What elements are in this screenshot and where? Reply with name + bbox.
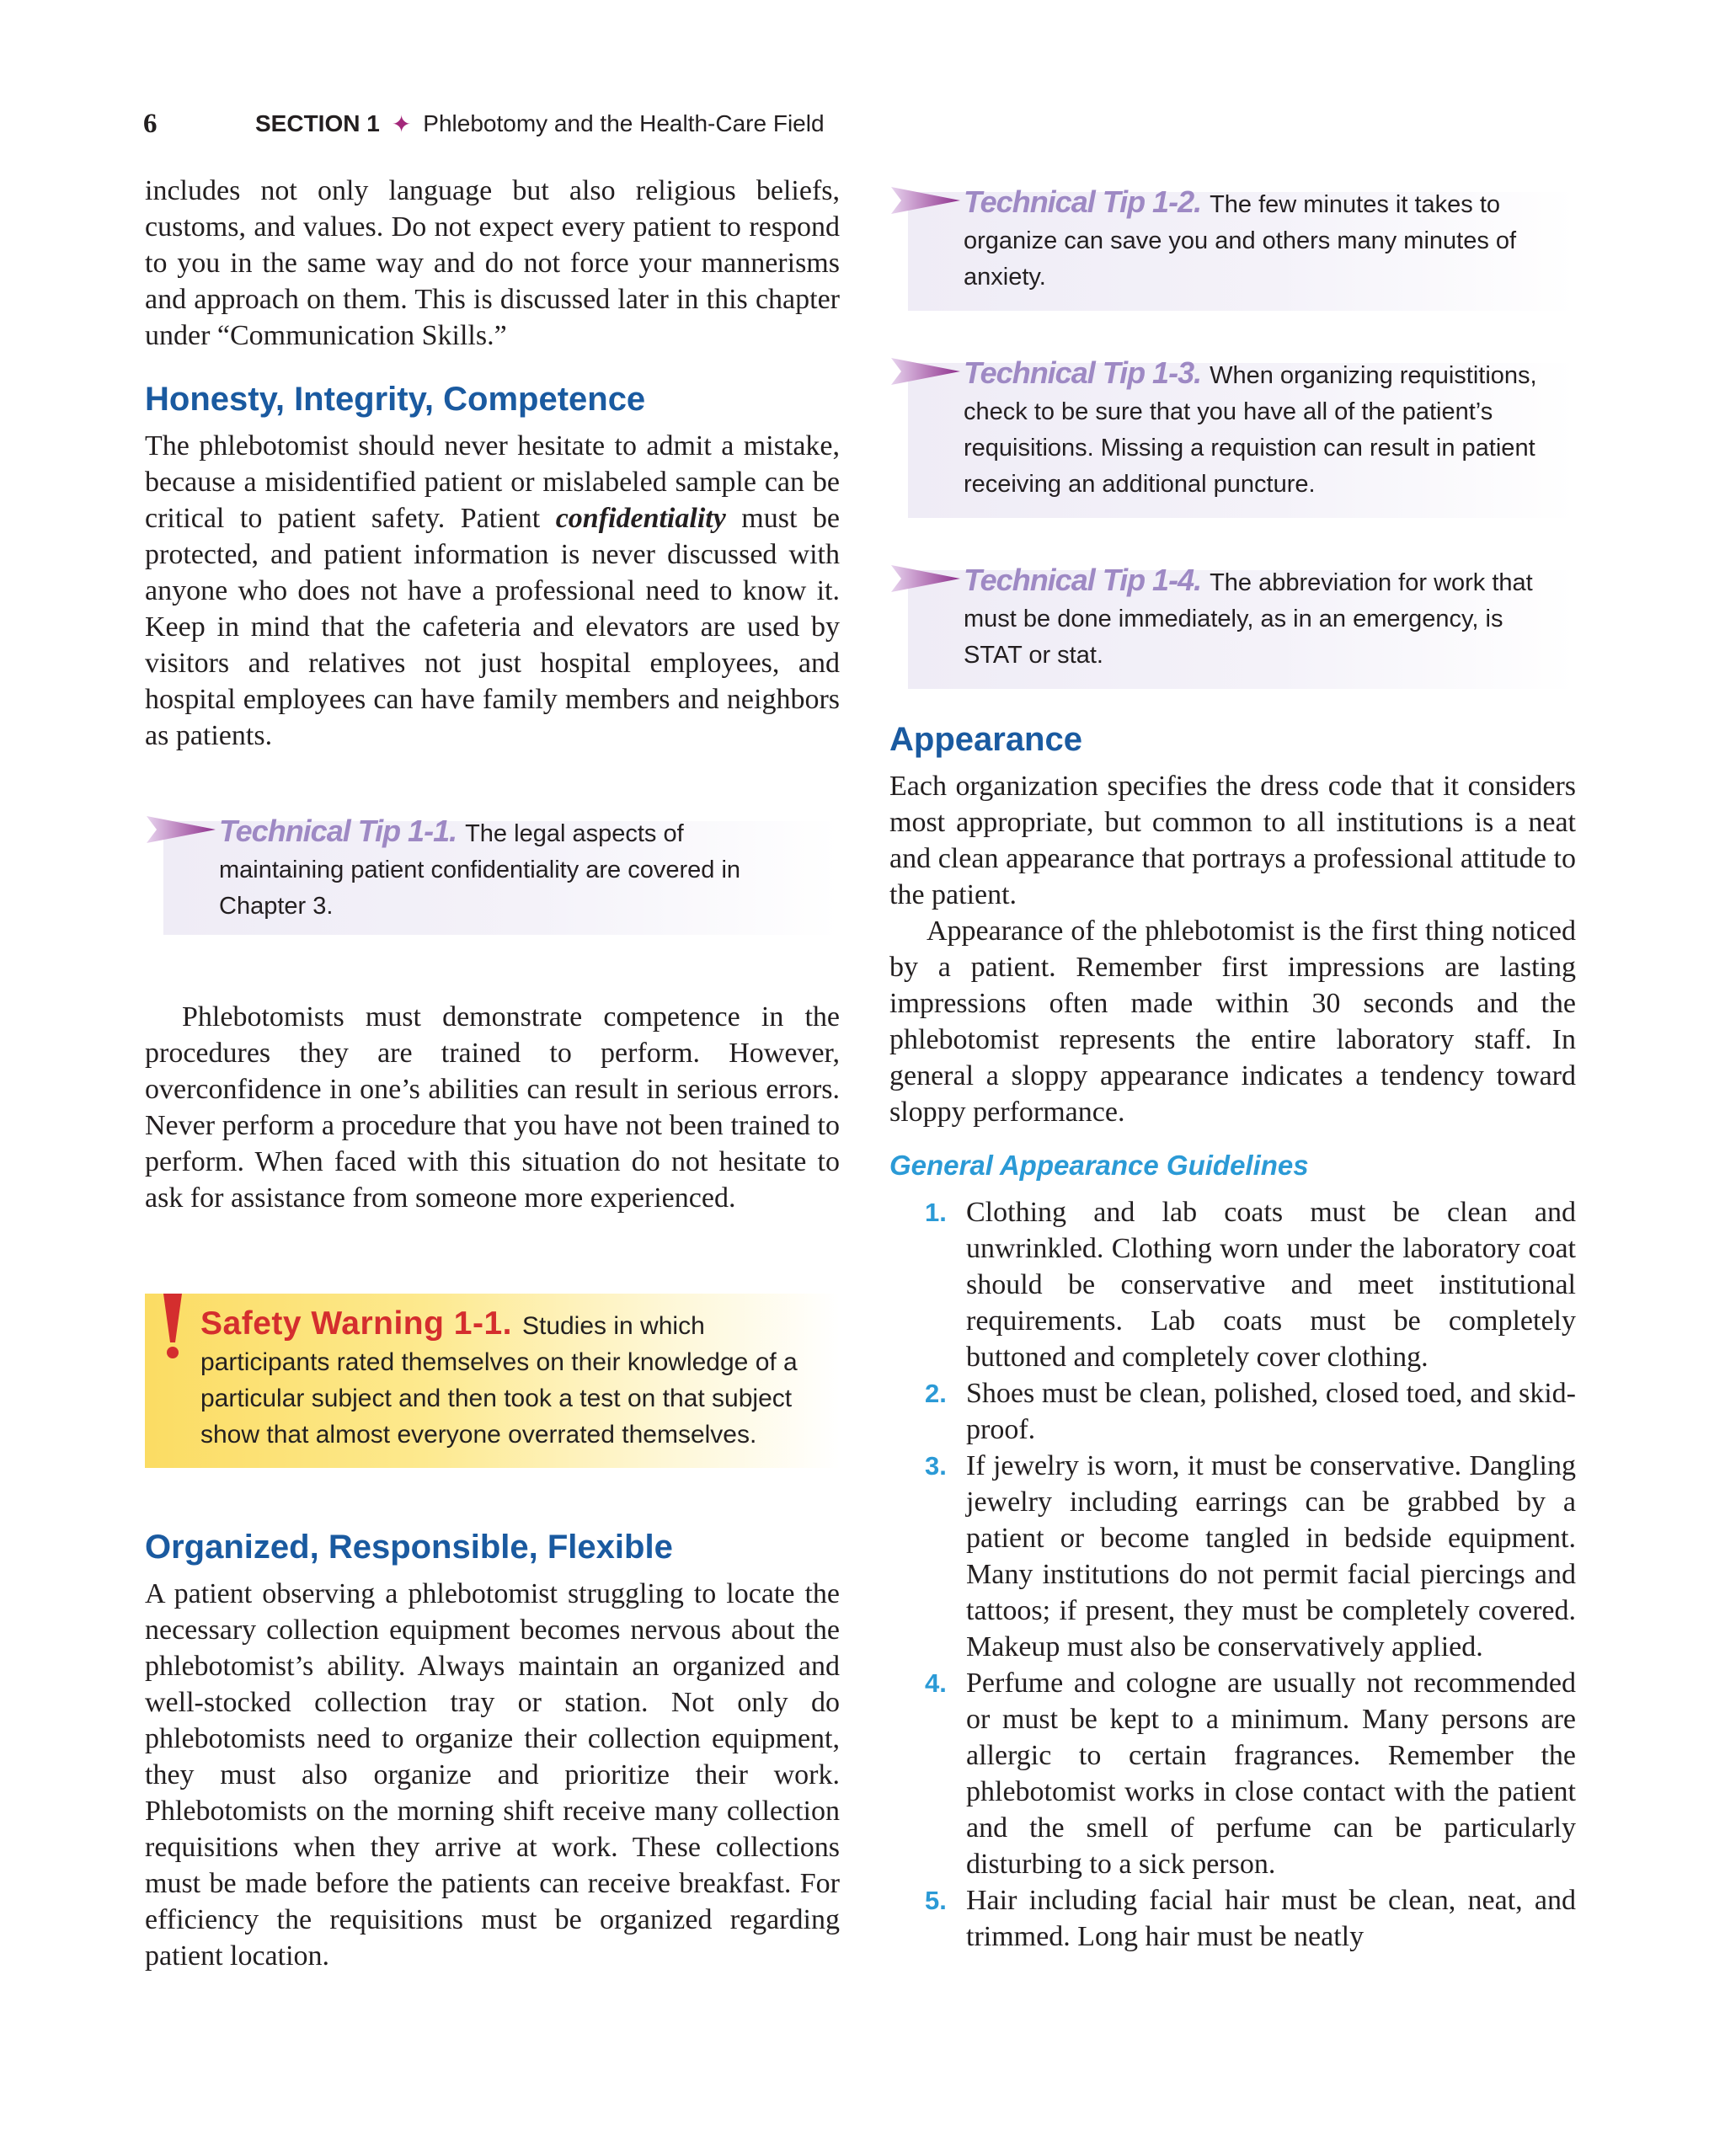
list-item: 2. Shoes must be clean, polished, closed toed, and skid-proof.	[925, 1378, 1576, 1445]
term-confidentiality: confidentiality	[555, 503, 726, 534]
running-header	[143, 103, 825, 145]
tip-text: When organizing requistitions, check to be sure that you have all of the patient’s requisitions. Missing a requistion can result in patient receiving an additional puncture.	[964, 362, 1537, 498]
technical-tip-1-2	[889, 184, 1576, 311]
left-column	[145, 173, 840, 1974]
subheading-guidelines: General Appearance Guidelines	[889, 1150, 1309, 1181]
warning-label: Safety Warning 1-1.	[200, 1305, 512, 1342]
tip-label: Technical Tip 1-1.	[219, 814, 457, 848]
tip-label: Technical Tip 1-4.	[964, 563, 1202, 597]
intro-paragraph: includes not only language but also religious beliefs, customs, and values. Do not expect every patient to respond to you in the same way and do not force your mannerisms and approach on them. This is discussed later in this chapter under “Communication Skills.”	[145, 175, 840, 351]
tip-text: The few minutes it takes to organize can save you and others many minutes of anxiety.	[964, 191, 1517, 291]
appearance-paragraph-1: Each organization specifies the dress code that it considers most appropriate, but common to all institutions is a neat and clean appearance that portrays a professional attitude to the patient.	[889, 771, 1576, 910]
page-number: 6	[143, 108, 158, 139]
heading-organized: Organized, Responsible, Flexible	[145, 1529, 673, 1566]
honesty-paragraph: The phlebotomist should never hesitate to admit a mistake, because a misidentified patient or mislabeled sample can be critical to patient safety. Patient confidentiality must be protected, and patient information is never discussed with anyone who does not have a professional need to know it. Keep in mind that the cafeteria and elevators are used by visitors and relatives not just hospital employees, and hospital employees can have family members and neighbors as patients.	[145, 430, 841, 751]
star-icon: ✦	[391, 109, 412, 138]
tip-label: Technical Tip 1-2.	[964, 184, 1202, 219]
guidelines-list	[889, 1194, 1576, 1955]
tip-text: The abbreviation for work that must be done immediately, as in an emergency, is STAT or stat.	[964, 569, 1533, 669]
technical-tip-1-1	[145, 813, 840, 935]
warning-text: Studies in which participants rated themselves on their knowledge of a particular subject and then took a test on that subject show that almost everyone overrated themselves.	[200, 1312, 798, 1449]
list-item: 3. If jewelry is worn, it must be conservative. Dangling jewelry including earrings can be grabbed by a patient or become tangled in bedside equipment. Many institutions do not permit facial piercings and tattoos; if present, they must be completely covered. Makeup must also be conservatively applied.	[925, 1450, 1576, 1662]
right-column	[889, 184, 1576, 1955]
technical-tip-1-4	[889, 562, 1576, 689]
section-label: SECTION 1	[255, 110, 380, 136]
heading-appearance: Appearance	[889, 721, 1082, 758]
organized-paragraph: A patient observing a phlebotomist struggling to locate the necessary collection equipment becomes nervous about the phlebotomist’s ability. Always maintain an organized and well-stocked collection tray or station. Not only do phlebotomists need to organize their collection equipment, they must also organize and prioritize their work. Phlebotomists on the morning shift receive many collection requisitions when they arrive at work. These collections must be made before the patients can receive breakfast. For efficiency the requisitions must be organized regarding patient location.	[145, 1578, 840, 1972]
list-item: 1. Clothing and lab coats must be clean and unwrinkled. Clothing worn under the laboratory coat should be conservative and meet institutional requirements. Lab coats must be completely buttoned and completely cover clothing.	[925, 1197, 1576, 1373]
exclamation-icon	[158, 1294, 187, 1361]
tip-text: The legal aspects of maintaining patient confidentiality are covered in Chapter 3.	[219, 820, 741, 920]
list-item: 4. Perfume and cologne are usually not recommended or must be kept to a minimum. Many persons are allergic to certain fragrances. Remember the phlebotomist works in close contact with the patient and the smell of perfume can be particularly disturbing to a sick person.	[925, 1668, 1576, 1880]
tip-label: Technical Tip 1-3.	[964, 355, 1202, 390]
technical-tip-1-3	[889, 355, 1576, 518]
list-item: 5. Hair including facial hair must be clean, neat, and trimmed. Long hair must be neatly	[925, 1885, 1576, 1952]
appearance-paragraph-2: Appearance of the phlebotomist is the first thing noticed by a patient. Remember first impressions are lasting impressions often made within 30 seconds and the phlebotomist represents the entire laboratory staff. In general a sloppy appearance indicates a tendency toward sloppy performance.	[889, 915, 1576, 1128]
safety-warning-1-1	[145, 1294, 840, 1468]
heading-honesty: Honesty, Integrity, Competence	[145, 381, 646, 418]
competence-paragraph: Phlebotomists must demonstrate competence in the procedures they are trained to perform. However, overconfidence in one’s abilities can result in serious errors. Never perform a procedure that you have not been trained to perform. When faced with this situation do not hesitate to ask for assistance from someone more experienced.	[145, 1001, 840, 1214]
section-title: Phlebotomy and the Health-Care Field	[423, 110, 825, 136]
